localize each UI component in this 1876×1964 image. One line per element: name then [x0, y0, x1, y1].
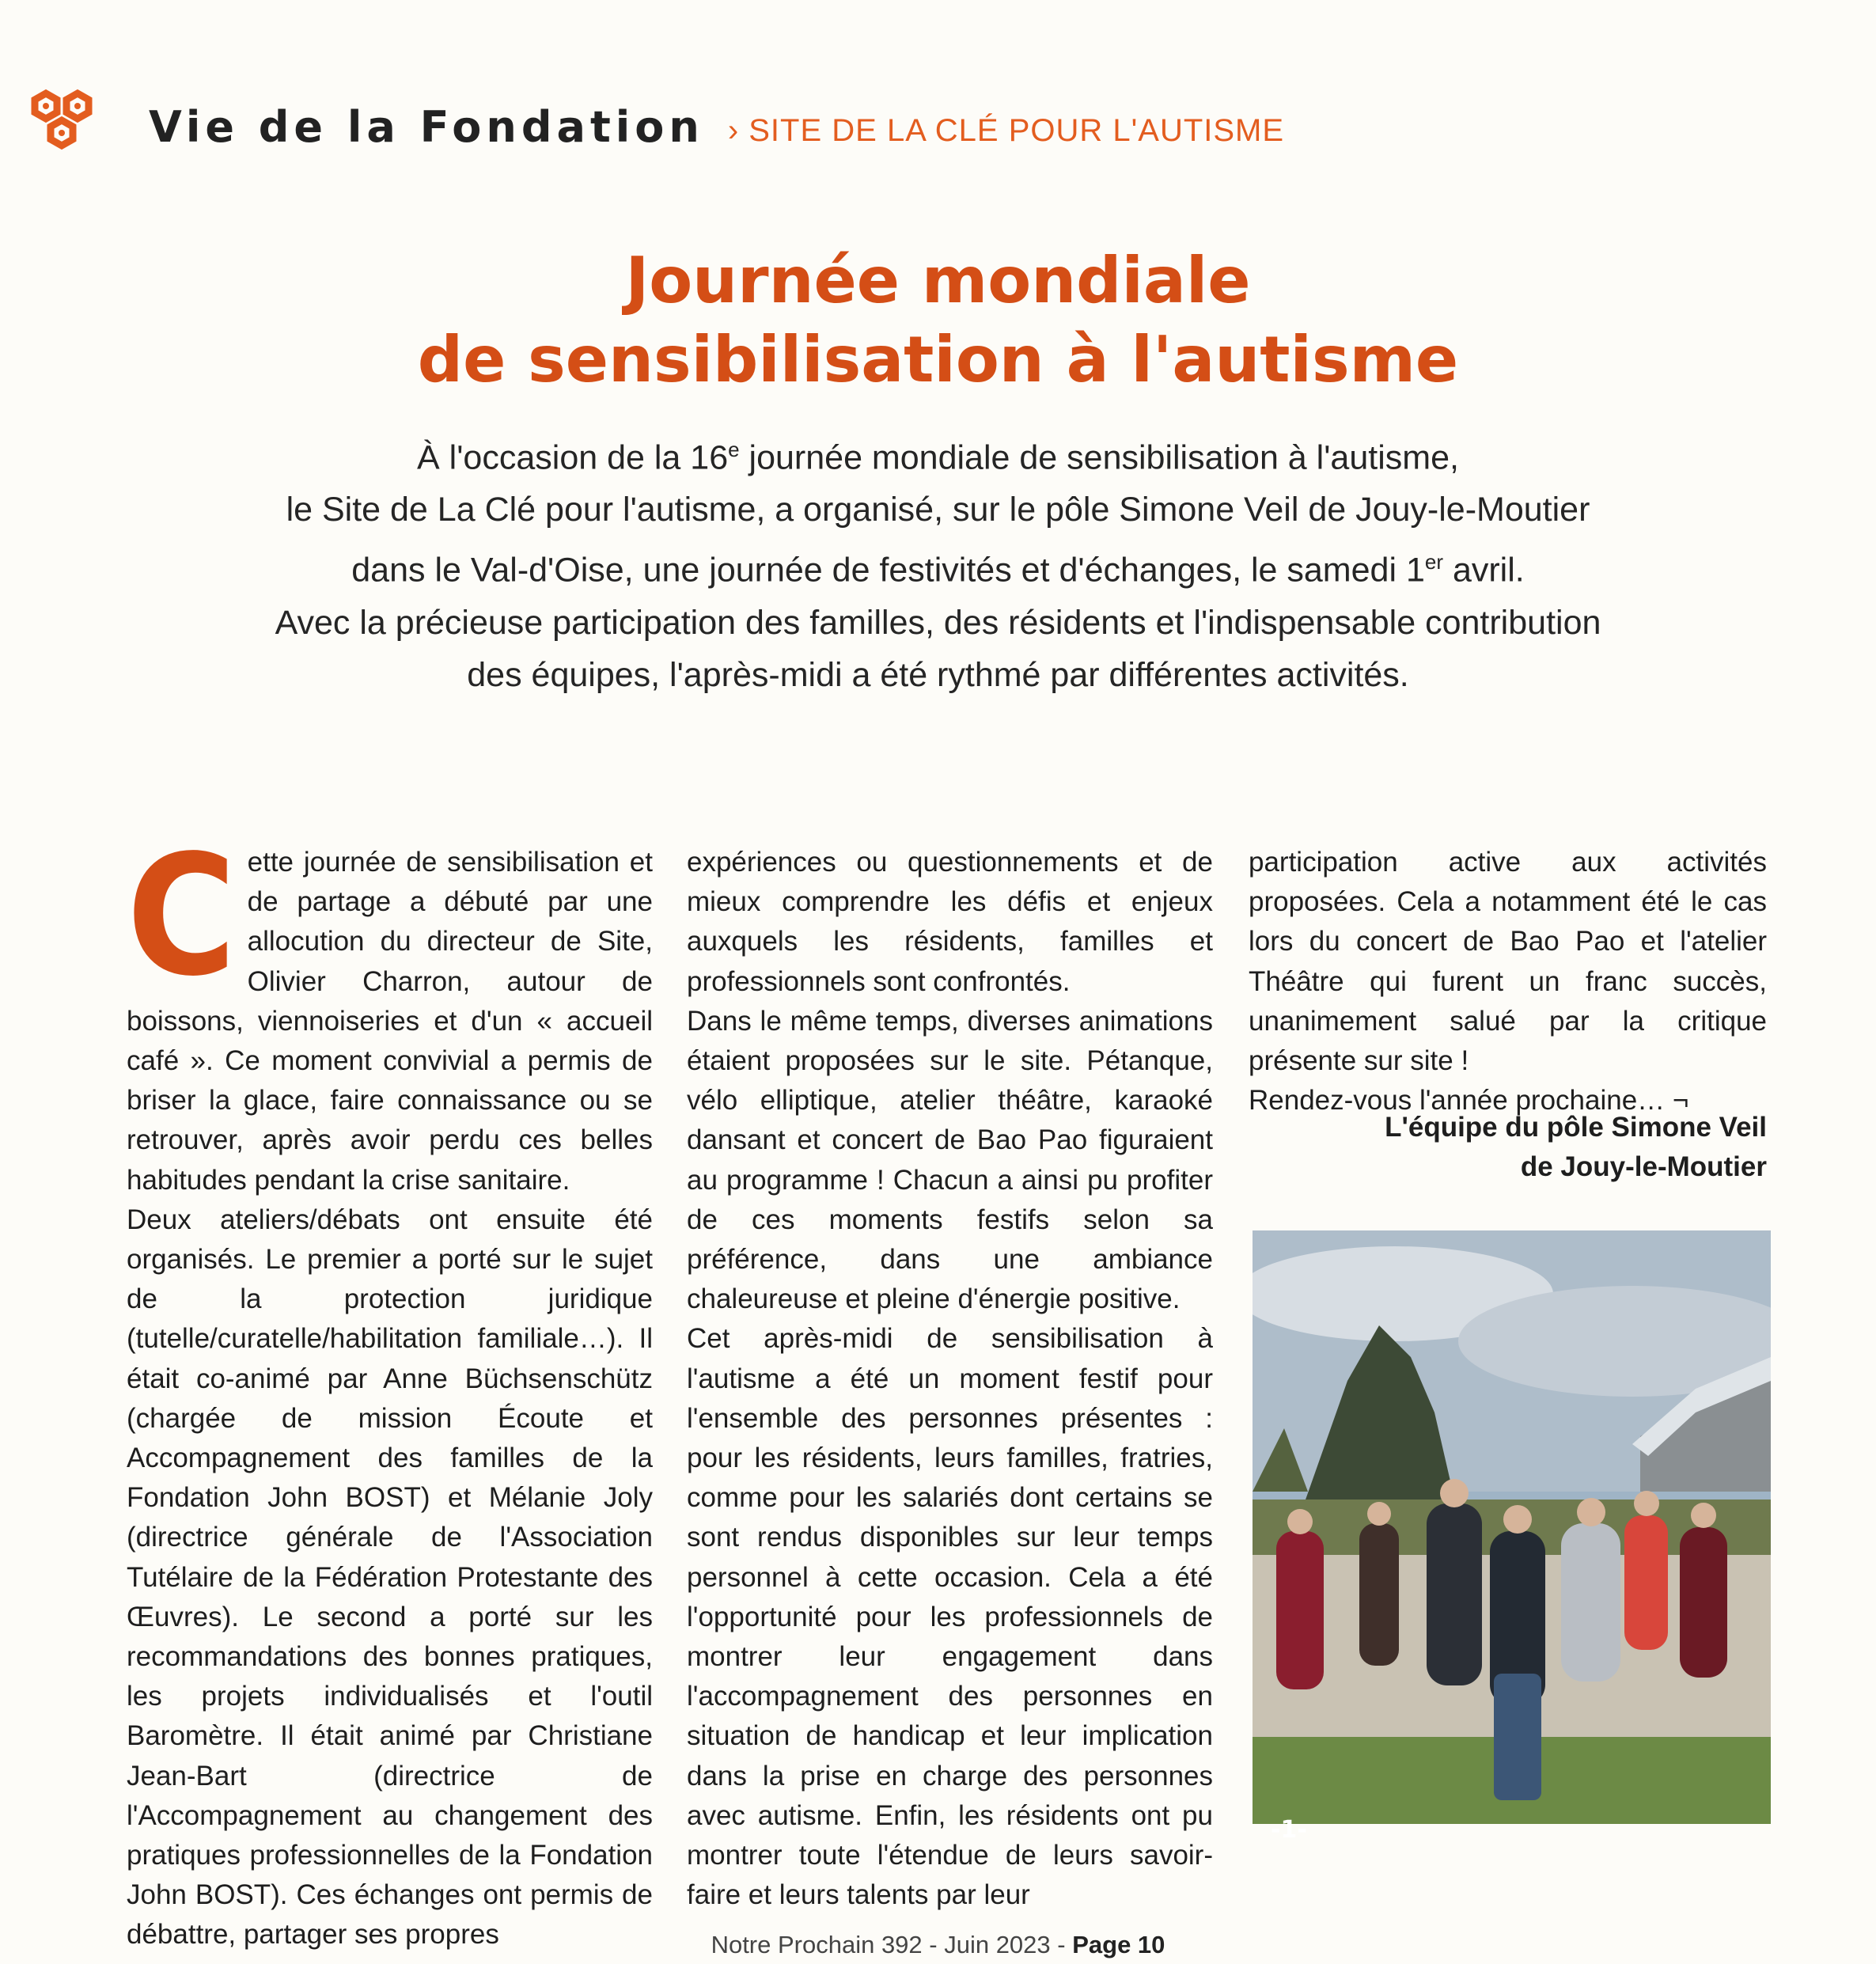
paragraph: participation active aux activités proposées. Cela a notamment été le cas lors du concert de Bao Pao et l'atelier Théâtre qui furent un franc succès, unanimement salué par la critique présente sur site ! — [1249, 847, 1767, 1077]
intro-line-4: Avec la précieuse participation des familles, des résidents et l'indispensable contribution — [275, 603, 1601, 642]
signature — [1249, 1108, 1767, 1187]
article-column-1 — [127, 819, 653, 1955]
intro-line-1: À l'occasion de la 16e journée mondiale de sensibilisation à l'autisme, — [417, 438, 1459, 477]
photo-number: -1- — [1271, 1816, 1307, 1844]
title-line-1: Journée mondiale — [625, 244, 1251, 317]
honeycomb-icon — [22, 87, 101, 166]
paragraph: Dans le même temps, diverses animations étaient proposées sur le site. Pétanque, vélo elliptique, atelier théâtre, karaoké dansant et concert de Bao Pao figuraient au programme ! Chacun a ainsi pu profiter de ces moments festifs selon sa préférence, dans une ambiance chaleureuse et pleine d'énergie positive. — [687, 1005, 1213, 1315]
article-intro — [206, 423, 1670, 701]
subsection-title: › SITE DE LA CLÉ POUR L'AUTISME — [727, 112, 1285, 148]
article-column-3 — [1249, 843, 1767, 1120]
section-title: Vie de la Fondation — [149, 101, 704, 152]
title-line-2: de sensibilisation à l'autisme — [417, 323, 1459, 396]
paragraph: Rendez-vous l'année prochaine… ¬ — [1249, 1085, 1689, 1117]
article-title — [237, 241, 1639, 400]
drop-cap: C — [127, 819, 237, 1013]
article-column-2 — [687, 843, 1213, 1915]
paragraph: Cet après-midi de sensibilisation à l'autisme a été un moment festif pour l'ensemble des personnes présentes : pour les résidents, leurs familles, fratries, comme pour les salariés dont certains se sont rendus disponibles sur leur temps personnel à cette occasion. Cela a été l'opportunité pour les professionnels de montrer leur engagement dans l'accompagnement des personnes en situation de handicap et leur implication dans la prise en charge des personnes avec autisme. Enfin, les résidents ont pu montrer toute l'étendue de leurs savoir-faire et leurs talents par leur — [687, 1323, 1213, 1911]
intro-line-5: des équipes, l'après-midi a été rythmé par différentes activités. — [467, 655, 1409, 694]
paragraph: expériences ou questionnements et de mieux comprendre les défis et enjeux auxquels les résidents, familles et professionnels sont confrontés. — [687, 847, 1213, 997]
section-header — [22, 83, 1284, 170]
paragraph: Deux ateliers/débats ont ensuite été organisés. Le premier a porté sur le sujet de la protection juridique (tutelle/curatelle/habilitation familiale…). Il était co-animé par Anne Büchsenschütz (chargée de mission Écoute et Accompagnement des familles de la Fondation John BOST) et Mélanie Joly (directrice générale de l'Association Tutélaire de la Fédération Protestante des Œuvres). Le second a porté sur les recommandations des bonnes pratiques, les projets individualisés et l'outil Baromètre. Il était animé par Christiane Jean-Bart (directrice de l'Accompagnement au changement des pratiques professionnelles de la Fondation John BOST). Ces échanges ont permis de débattre, partager ses propres — [127, 1204, 653, 1951]
page-number: Page 10 — [1072, 1931, 1165, 1958]
intro-line-2: le Site de La Clé pour l'autisme, a organisé, sur le pôle Simone Veil de Jouy-le-Moutier — [286, 491, 1590, 529]
page-footer: Notre Prochain 392 - Juin 2023 - Page 10 — [711, 1931, 1165, 1958]
signature-line-2: de Jouy-le-Moutier — [1520, 1151, 1767, 1182]
paragraph: ette journée de sensibilisation et de partage a débuté par une allocution du directeur de Site, Olivier Charron, autour de boissons, viennoiseries et d'un « accueil café ». Ce moment convivial a permis de briser la glace, faire connaissance ou se retrouver, après avoir perdu ces belles habitudes pendant la crise sanitaire. — [127, 847, 653, 1196]
signature-line-1: L'équipe du pôle Simone Veil — [1385, 1112, 1767, 1143]
intro-line-3: dans le Val-d'Oise, une journée de festivités et d'échanges, le samedi 1er avril. — [351, 550, 1525, 590]
event-photo — [1253, 1230, 1771, 1824]
